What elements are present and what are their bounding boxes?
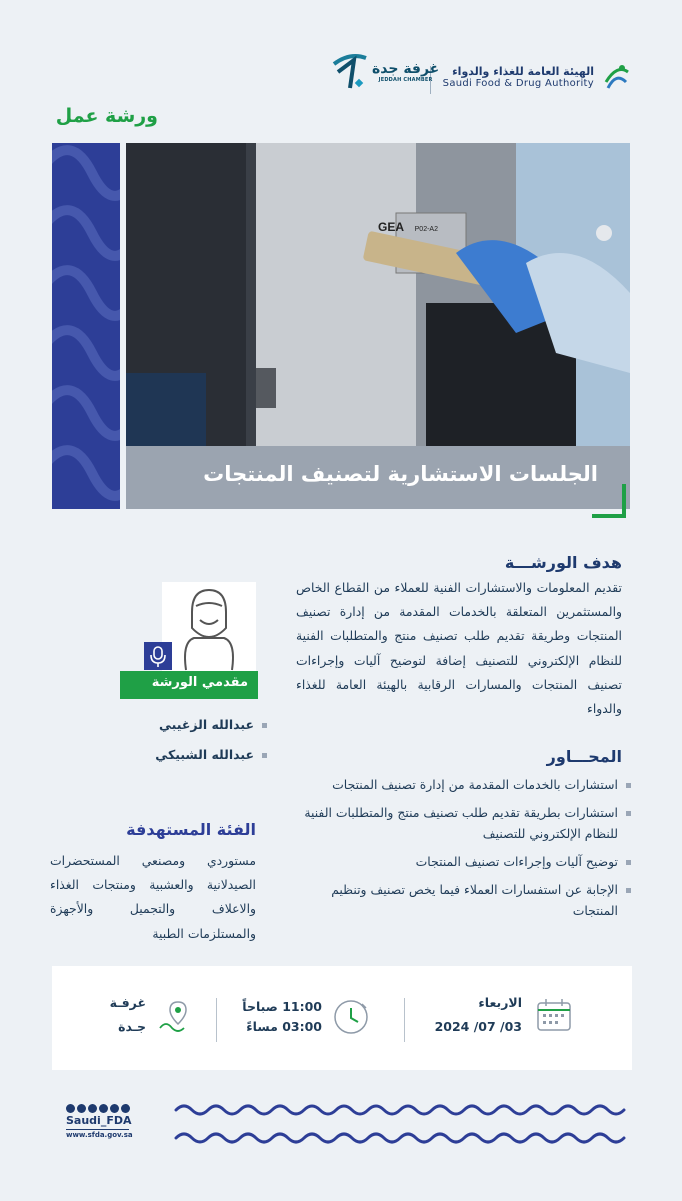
jeddah-chamber-logo-icon [332, 52, 368, 92]
goal-text: تقديم المعلومات والاستشارات الفنية للعملاء من القطاع الخاص والمستثمرين المتعلقة بالخدمات المقدمة من إدارة تصنيف المنتجات وطريقة تقديم طلب تصنيف منتج والمتطلبات الفنية للنظام الإلكتروني للتصنيف إضافة لتوضيح آليات وإجراءات تصنيف المنتجات والمسارات الرقابية بالهيئة العامة للغذاء والدواء [296, 580, 622, 717]
photo-device-label: GEA [377, 220, 404, 234]
presenters-list [108, 716, 268, 776]
footer-handle[interactable]: Saudi_FDA [66, 1114, 132, 1127]
youtube-icon[interactable] [77, 1104, 86, 1113]
microphone-icon [144, 642, 172, 670]
sfda-logo [443, 62, 632, 92]
location-pin-icon [156, 998, 190, 1034]
workshop-label: ورشة عمل [55, 105, 158, 127]
axes-list [302, 774, 632, 928]
axes-item: توضيح آليات وإجراءات تصنيف المنتجات [302, 851, 632, 872]
event-time-end: 03:00 مساءً [246, 1019, 322, 1034]
axes-title: المحـــاور [546, 747, 622, 766]
target-text: مستوردي ومصنعي المستحضرات الصيدلانية والعشبية ومنتجات الغذاء والاعلاف والتجميل والأجهزة والمستلزمات الطبية [50, 853, 256, 941]
sfda-name-en: Saudi Food & Drug Authority [442, 78, 594, 89]
footer-underline [66, 1129, 129, 1130]
photo-tag-label: P02-A2 [414, 226, 438, 233]
presenter-avatar-card [162, 582, 256, 672]
social-media-icons[interactable] [66, 1104, 130, 1113]
x-icon[interactable] [66, 1104, 75, 1113]
event-date: 2024 /07 /03 [434, 1019, 522, 1034]
event-day: الاربعاء [478, 995, 522, 1010]
axes-item: استشارات بالخدمات المقدمة من إدارة تصنيف المنتجات [302, 774, 632, 795]
workshop-title: الجلسات الاستشارية لتصنيف المنتجات [203, 462, 598, 486]
clock-icon [332, 998, 370, 1036]
sfda-logo-icon [602, 62, 632, 92]
event-location-line1: غرفـة [109, 995, 146, 1010]
axes-item: الإجابة عن استفسارات العملاء فيما يخص تصنيف وتنظيم المنتجات [302, 879, 632, 921]
axes-item: استشارات بطريقة تقديم طلب تصنيف منتج والمتطلبات الفنية للنظام الإلكتروني للتصنيف [302, 802, 632, 844]
person-avatar-icon [162, 582, 256, 672]
facebook-icon[interactable] [110, 1104, 119, 1113]
target-title: الفئة المستهدفة [126, 820, 256, 839]
decorative-wave-pattern [172, 1102, 632, 1146]
sfda-name-ar: الهيئة العامة للغذاء والدواء [452, 65, 594, 78]
microphone-badge [144, 642, 172, 670]
calendar-icon [536, 998, 572, 1032]
jeddah-chamber-name-ar: غرفة جدة [372, 61, 440, 77]
event-time-start: 11:00 صباحاً [242, 999, 322, 1014]
instagram-icon[interactable] [88, 1104, 97, 1113]
footer-url[interactable]: www.sfda.gov.sa [66, 1131, 133, 1139]
presenter-name: عبدالله الشبيكي [108, 746, 268, 764]
presenter-name: عبدالله الزغيبي [108, 716, 268, 734]
decorative-pattern-strip [52, 143, 120, 509]
event-location-line2: جـدة [118, 1019, 146, 1034]
goal-title: هدف الورشـــة [504, 553, 622, 572]
presenters-label: مقدمي الورشة [120, 671, 258, 699]
jeddah-chamber-name-en: JEDDAH CHAMBER [378, 77, 433, 83]
snapchat-icon[interactable] [99, 1104, 108, 1113]
info-divider [404, 998, 405, 1042]
linkedin-icon[interactable] [121, 1104, 130, 1113]
jeddah-chamber-logo [332, 52, 439, 92]
info-divider [216, 998, 217, 1042]
hero-photo [126, 143, 630, 446]
corner-accent [592, 484, 626, 518]
